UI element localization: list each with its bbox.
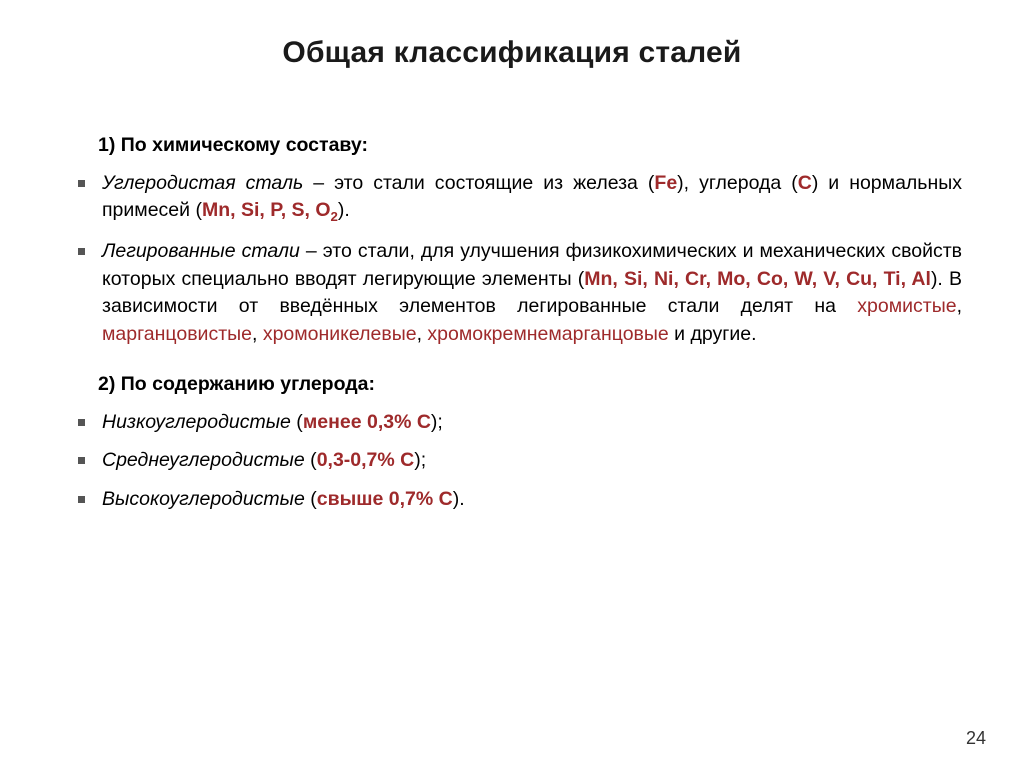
section-heading-chemical-composition: 1) По химическому составу:: [98, 134, 369, 156]
type-chromium-silicon-manganese: хромокремнемарганцовые: [427, 323, 669, 346]
list-item: [70, 409, 962, 437]
type-manganese: марганцовистые: [102, 323, 252, 346]
term-low-carbon: Низкоуглеродистые: [102, 410, 291, 433]
term-high-carbon: Высокоуглеродистые: [102, 487, 305, 510]
elements-alloying: Mn, Si, Ni, Cr, Mo, Co, W, V, Cu, Ti, Al: [584, 267, 931, 290]
text-fragment: – это стали, для улучшения физикохимических и механических свойств которых специально вводят легирующие элементы (: [102, 240, 962, 290]
text-fragment: );: [414, 449, 427, 472]
text-fragment: и другие.: [668, 323, 757, 346]
section-heading-carbon-content: 2) По содержанию углерода:: [98, 372, 375, 395]
list-item: [70, 447, 962, 475]
list-item: [70, 486, 962, 514]
list-item: [70, 238, 962, 349]
element-c: C: [797, 171, 812, 194]
text-fragment: (: [304, 449, 317, 472]
elements-impurities: [201, 199, 338, 225]
text-fragment: ). В зависимости от введённых элементов легированные стали делят на: [102, 267, 962, 318]
term-alloy-steel: Легированные стали: [102, 240, 300, 263]
page-number: 24: [965, 728, 986, 748]
list-carbon-content: [70, 409, 962, 514]
text-fragment: – это стали состоящие из железа (: [303, 171, 655, 194]
text-fragment: ,: [956, 295, 962, 318]
text-fragment: );: [430, 410, 443, 433]
text-fragment: ).: [452, 487, 465, 510]
value-medium-carbon: 0,3-0,7% С: [316, 449, 415, 472]
text-fragment: ), углерода (: [677, 171, 798, 194]
text-fragment: ) и нормальных примесей (: [102, 171, 962, 222]
text-fragment: ).: [337, 199, 350, 222]
text-fragment: (: [290, 410, 303, 433]
value-high-carbon: свыше 0,7% С: [316, 487, 453, 510]
term-medium-carbon: Среднеуглеродистые: [102, 449, 305, 472]
page-title: Общая классификация сталей: [282, 36, 742, 69]
list-item: [70, 170, 962, 227]
slide-content: [0, 132, 1024, 514]
text-fragment: ,: [416, 323, 428, 346]
type-chromium: хромистые: [857, 295, 957, 318]
element-fe: Fe: [654, 171, 678, 194]
subscript-2: 2: [330, 209, 338, 225]
term-carbon-steel: Углеродистая сталь: [102, 171, 304, 194]
elements-impurities-text: Mn, Si, P, S, O: [201, 199, 331, 222]
text-fragment: ,: [251, 323, 263, 346]
list-chemical-composition: [70, 170, 962, 349]
type-chromium-nickel: хромоникелевые: [262, 323, 417, 346]
value-low-carbon: менее 0,3% С: [302, 410, 431, 433]
text-fragment: (: [304, 487, 317, 510]
